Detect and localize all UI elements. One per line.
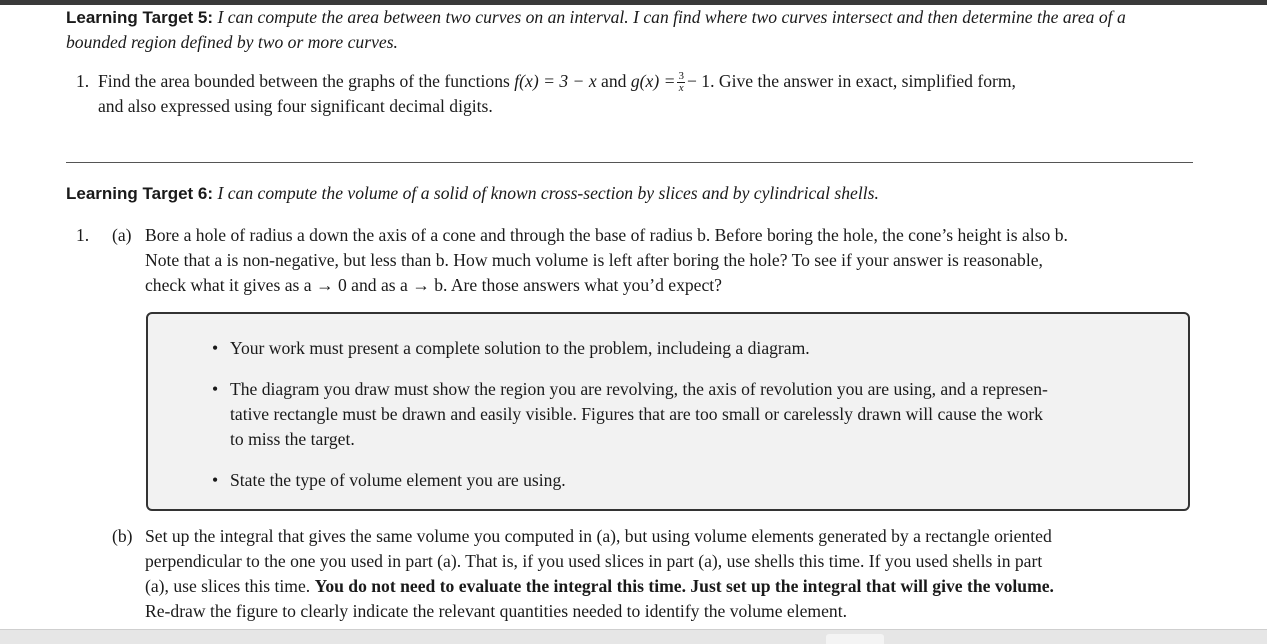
part-a-line1: Bore a hole of radius a down the axis of a cone and through the base of radius b. Before boring the hole, the cone’s height is also b. [145, 225, 1068, 245]
function-g-rest: − 1. [686, 71, 715, 91]
scrollbar-thumb[interactable] [826, 634, 884, 644]
learning-target-6-heading [66, 181, 1193, 206]
learning-target-5-label: Learning Target 5: [66, 8, 214, 27]
requirement-text-line1: The diagram you draw must show the region you are revolving, the axis of revolution you are using, and a represen- [230, 379, 1048, 399]
learning-target-5-text-line1: I can compute the area between two curves on an interval. I can find where two curves intersect and then determine the area of a [217, 7, 1126, 27]
section-divider [66, 162, 1193, 163]
bullet-icon: • [212, 470, 219, 490]
function-f-expression: f(x) = 3 − x [514, 71, 597, 91]
problem-text: Find the area bounded between the graphs of the functions [98, 71, 510, 91]
part-b-line1: Set up the integral that gives the same volume you computed in (a), but using volume elements generated by a rectangle oriented [145, 526, 1052, 546]
part-b-line2: perpendicular to the one you used in part (a). That is, if you used slices in part (a), use shells this time. If you used shells in part [145, 551, 1043, 571]
learning-target-5-heading [66, 5, 1193, 55]
bottom-scrollbar-area[interactable] [0, 629, 1267, 644]
bullet-icon: • [212, 338, 219, 358]
and-word: and [601, 71, 627, 91]
requirement-item [212, 336, 1170, 361]
requirement-text: Your work must present a complete solution to the problem, includeing a diagram. [230, 338, 810, 358]
function-g-lhs: g(x) = [630, 71, 676, 91]
fraction-3-over-x [677, 71, 685, 94]
requirement-item [212, 377, 1170, 452]
part-b-line4: Re-draw the figure to clearly indicate the relevant quantities needed to identify the volume element. [145, 601, 848, 621]
part-b-bold-instruction: You do not need to evaluate the integral this time. Just set up the integral that will give the volume. [314, 576, 1054, 596]
problem-text-continued: Give the answer in exact, simplified form, [718, 71, 1016, 91]
learning-target-5-text-line2: bounded region defined by two or more curves. [66, 32, 398, 52]
part-b-label: (b) [112, 526, 133, 546]
requirements-box [146, 312, 1190, 511]
part-a-label: (a) [112, 225, 132, 245]
part-b-line3: (a), use slices this time. [145, 576, 311, 596]
problem-number: 1. [76, 71, 90, 91]
bullet-icon: • [212, 379, 219, 399]
learning-target-6-text: I can compute the volume of a solid of known cross-section by slices and by cylindrical shells. [217, 183, 879, 203]
fraction-numerator: 3 [678, 70, 684, 83]
requirements-list [212, 336, 1170, 493]
requirement-text-line2: tative rectangle must be drawn and easily visible. Figures that are too small or carelessly drawn will cause the work [230, 404, 1043, 424]
requirement-text-line3: to miss the target. [230, 429, 355, 449]
problem-text-line2: and also expressed using four significant decimal digits. [98, 96, 493, 117]
problem-number: 1. [76, 225, 90, 245]
requirement-item [212, 468, 1170, 493]
part-a-line2: Note that a is non-negative, but less than b. How much volume is left after boring the hole? To see if your answer is reasonable, [145, 250, 1043, 270]
learning-target-6-label: Learning Target 6: [66, 184, 214, 203]
fraction-denominator: x [678, 82, 684, 95]
requirement-text: State the type of volume element you are using. [230, 470, 566, 490]
part-a-line3: check what it gives as a → 0 and as a → b. Are those answers what you’d expect? [145, 275, 722, 295]
